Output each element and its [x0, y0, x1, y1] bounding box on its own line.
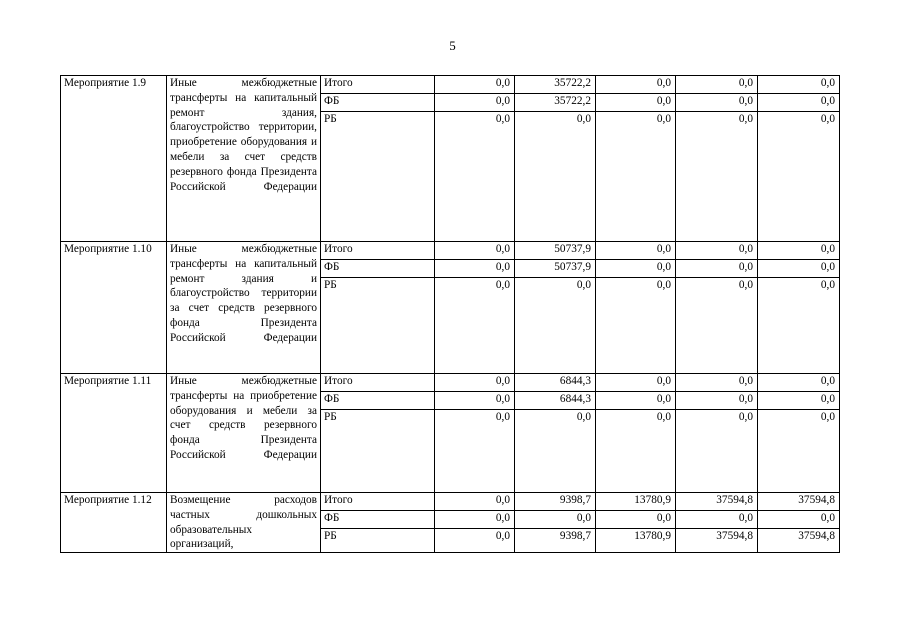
value-cell: 50737,9 — [515, 260, 596, 278]
funding-source-cell: РБ — [321, 410, 435, 493]
value-cell: 0,0 — [596, 511, 676, 529]
value-cell: 0,0 — [676, 410, 758, 493]
value-cell: 0,0 — [676, 94, 758, 112]
value-cell: 0,0 — [435, 278, 515, 374]
value-cell: 0,0 — [435, 511, 515, 529]
event-name-cell: Мероприятие 1.12 — [61, 493, 167, 553]
value-cell: 0,0 — [596, 112, 676, 242]
value-cell: 0,0 — [435, 374, 515, 392]
value-cell: 0,0 — [676, 76, 758, 94]
value-cell: 0,0 — [596, 76, 676, 94]
value-cell: 0,0 — [758, 76, 840, 94]
value-cell: 0,0 — [596, 94, 676, 112]
table-row — [61, 76, 840, 94]
table-row — [61, 374, 840, 392]
value-cell: 0,0 — [758, 260, 840, 278]
value-cell: 9398,7 — [515, 529, 596, 553]
event-name-cell: Мероприятие 1.11 — [61, 374, 167, 493]
value-cell: 35722,2 — [515, 94, 596, 112]
value-cell: 0,0 — [515, 511, 596, 529]
funding-source-cell: Итого — [321, 76, 435, 94]
event-description-cell: Иные межбюджетные трансферты на приобретение оборудования и мебели за счет средств резервного фонда Президента Российской Федерации — [167, 374, 321, 493]
event-name-cell: Мероприятие 1.10 — [61, 242, 167, 374]
value-cell: 0,0 — [676, 260, 758, 278]
value-cell: 0,0 — [435, 94, 515, 112]
table-row — [61, 493, 840, 511]
value-cell: 13780,9 — [596, 529, 676, 553]
value-cell: 13780,9 — [596, 493, 676, 511]
value-cell: 0,0 — [435, 242, 515, 260]
value-cell: 6844,3 — [515, 392, 596, 410]
funding-source-cell: Итого — [321, 374, 435, 392]
funding-source-cell: ФБ — [321, 511, 435, 529]
value-cell: 0,0 — [676, 112, 758, 242]
value-cell: 9398,7 — [515, 493, 596, 511]
event-description-cell: Возмещение расходов частных дошкольных образовательных организаций, — [167, 493, 321, 553]
funding-source-cell: Итого — [321, 493, 435, 511]
value-cell: 6844,3 — [515, 374, 596, 392]
funding-source-cell: ФБ — [321, 392, 435, 410]
table-row — [61, 242, 840, 260]
value-cell: 0,0 — [676, 392, 758, 410]
value-cell: 0,0 — [676, 374, 758, 392]
value-cell: 0,0 — [758, 374, 840, 392]
value-cell: 0,0 — [596, 260, 676, 278]
funding-source-cell: Итого — [321, 242, 435, 260]
funding-source-cell: РБ — [321, 112, 435, 242]
value-cell: 0,0 — [435, 76, 515, 94]
value-cell: 37594,8 — [676, 493, 758, 511]
funding-source-cell: ФБ — [321, 94, 435, 112]
value-cell: 0,0 — [435, 529, 515, 553]
value-cell: 0,0 — [435, 392, 515, 410]
value-cell: 0,0 — [515, 278, 596, 374]
value-cell: 0,0 — [435, 410, 515, 493]
budget-table — [60, 75, 840, 553]
value-cell: 0,0 — [758, 278, 840, 374]
value-cell: 37594,8 — [758, 493, 840, 511]
value-cell: 50737,9 — [515, 242, 596, 260]
value-cell: 0,0 — [676, 242, 758, 260]
event-description-cell: Иные межбюджетные трансферты на капитальный ремонт здания, благоустройство территории, приобретение оборудования и мебели за счет средств резервного фонда Президента Российской Федерации — [167, 76, 321, 242]
funding-source-cell: РБ — [321, 529, 435, 553]
value-cell: 0,0 — [758, 410, 840, 493]
value-cell: 0,0 — [676, 278, 758, 374]
value-cell: 37594,8 — [758, 529, 840, 553]
value-cell: 0,0 — [596, 278, 676, 374]
value-cell: 0,0 — [676, 511, 758, 529]
value-cell: 0,0 — [758, 112, 840, 242]
funding-source-cell: РБ — [321, 278, 435, 374]
value-cell: 0,0 — [758, 511, 840, 529]
event-name-cell: Мероприятие 1.9 — [61, 76, 167, 242]
value-cell: 0,0 — [435, 112, 515, 242]
value-cell: 0,0 — [515, 410, 596, 493]
value-cell: 0,0 — [596, 374, 676, 392]
value-cell: 37594,8 — [676, 529, 758, 553]
value-cell: 0,0 — [596, 242, 676, 260]
value-cell: 0,0 — [758, 392, 840, 410]
event-description-cell: Иные межбюджетные трансферты на капитальный ремонт здания и благоустройство территории за счет средств резервного фонда Президента Российской Федерации — [167, 242, 321, 374]
value-cell: 0,0 — [596, 410, 676, 493]
value-cell: 0,0 — [435, 260, 515, 278]
funding-source-cell: ФБ — [321, 260, 435, 278]
value-cell: 0,0 — [515, 112, 596, 242]
page-number: 5 — [449, 38, 456, 53]
value-cell: 0,0 — [435, 493, 515, 511]
value-cell: 0,0 — [758, 242, 840, 260]
value-cell: 0,0 — [596, 392, 676, 410]
value-cell: 0,0 — [758, 94, 840, 112]
value-cell: 35722,2 — [515, 76, 596, 94]
